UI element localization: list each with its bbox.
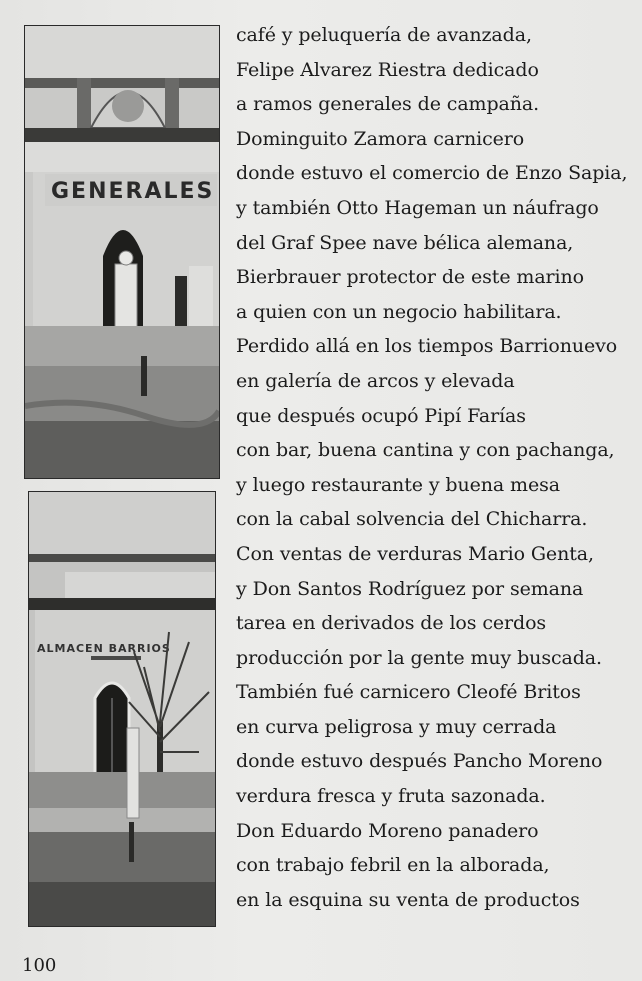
poem-line: café y peluquería de avanzada, xyxy=(236,24,532,46)
poem-line: en galería de arcos y elevada xyxy=(236,369,515,392)
photo-bottom-sign: ALMACEN BARRIOS xyxy=(37,642,171,655)
poem-line: con la cabal solvencia del Chicharra. xyxy=(236,508,588,531)
poem-line: con bar, buena cantina y con pachanga, xyxy=(236,439,615,462)
poem-line: donde estuvo el comercio de Enzo Sapia, xyxy=(236,162,628,185)
page-number: 100 xyxy=(22,955,57,976)
photo-barrios-store xyxy=(28,491,216,927)
poem-line: en curva peligrosa y muy cerrada xyxy=(236,715,557,738)
poem-line: Bierbrauer protector de este marino xyxy=(236,266,584,289)
poem-text xyxy=(236,18,636,917)
poem-line: donde estuvo después Pancho Moreno xyxy=(236,750,603,773)
poem-line: verdura fresca y fruta sazonada. xyxy=(236,785,546,808)
poem-line: Felipe Alvarez Riestra dedicado xyxy=(236,58,539,81)
poem-line: Dominguito Zamora carnicero xyxy=(236,127,525,150)
poem-line: a quien con un negocio habilitara. xyxy=(236,300,562,323)
poem-line: con trabajo febril en la alborada, xyxy=(236,854,550,877)
poem-line: y también Otto Hageman un náufrago xyxy=(236,196,599,219)
photo-general-store xyxy=(24,25,220,479)
photo-top-sign: GENERALES xyxy=(51,179,215,204)
poem-line: que después ocupó Pipí Farías xyxy=(236,404,526,427)
poem-line: Don Eduardo Moreno panadero xyxy=(236,819,539,842)
poem-line: del Graf Spee nave bélica alemana, xyxy=(236,231,574,254)
photo-barrios-store-image xyxy=(29,492,215,926)
poem-line: y luego restaurante y buena mesa xyxy=(236,473,560,496)
poem-line: producción por la gente muy buscada. xyxy=(236,646,602,669)
photo-general-store-image xyxy=(25,26,219,478)
poem-line: a ramos generales de campaña. xyxy=(236,93,540,116)
poem-line: Con ventas de verduras Mario Genta, xyxy=(236,542,594,565)
poem-line: Perdido allá en los tiempos Barrionuevo xyxy=(236,335,618,358)
poem-line: tarea en derivados de los cerdos xyxy=(236,612,547,635)
poem-line: y Don Santos Rodríguez por semana xyxy=(236,577,584,600)
poem-line: También fué carnicero Cleofé Britos xyxy=(236,681,581,704)
poem-line: en la esquina su venta de productos xyxy=(236,888,580,911)
